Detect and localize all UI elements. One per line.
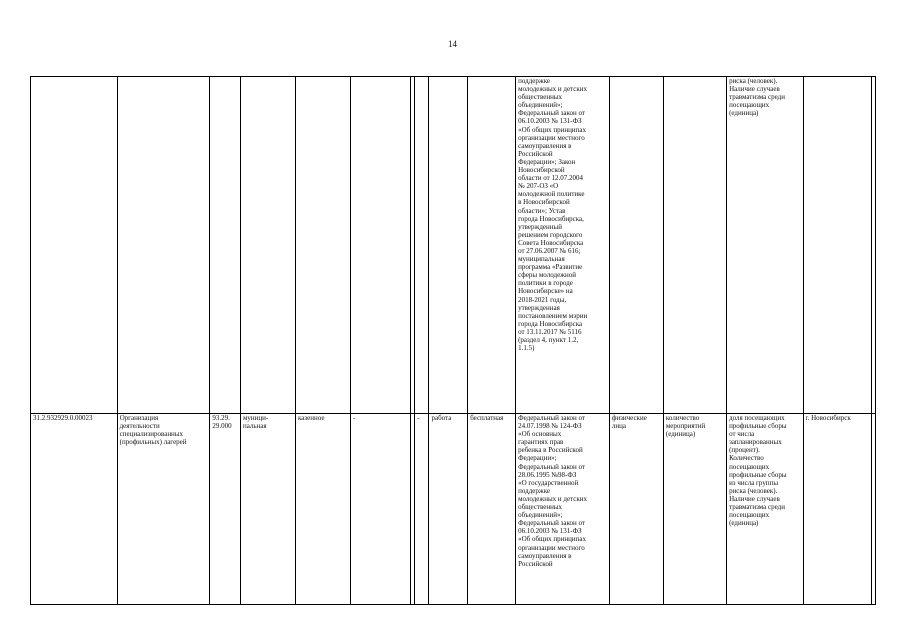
cell-payment [468,77,516,414]
cell-col6: - [351,414,411,605]
services-table-wrapper [30,76,876,604]
cell-location [803,77,871,414]
cell-location: г. Новосибирск [803,414,871,605]
cell-consumers: физические лица [609,414,663,605]
cell-category [240,77,295,414]
cell-service-name [117,77,210,414]
table-row [31,77,876,414]
cell-col8: - [415,414,429,605]
cell-quality-indicator: доля посещающих профильные сборы от числа запланированных (процент). Количество посещающих профильные сборы из числа группы риска (человек). Наличие случаев травматизма среди посещающих (единица) [727,414,803,605]
cell-kind: работа [429,414,468,605]
cell-okved: 93.29. 29.000 [210,414,241,605]
cell-institution-type [295,77,350,414]
cell-legal-basis: поддержке молодежных и детских общественных объединений»; Федеральный закон от 06.10.2003 № 131-ФЗ «Об общих принципах организации местного самоуправления в Российской Федерации»; Закон Новосибирской области от 12.07.2004 № 207-ОЗ «О молодежной политике в Новосибирской области»; Устав города Новосибирска, утвержденный решением городского Совета Новосибирска от 27.06.2007 № 616; муниципальная программа «Развитие сферы молодежной политики в городе Новосибирске» на 2018-2021 годы, утвержденная постановлением мэрии города Новосибирска от 13.11.2017 № 5116 (раздел 4, пункт 1.2, 1.1.5) [516,77,610,414]
table-row [31,414,876,605]
cell-quality-indicator: риска (человек). Наличие случаев травматизма среди посещающих (единица) [727,77,803,414]
cell-col6 [351,77,411,414]
cell-kind [429,77,468,414]
cell-col8 [415,77,429,414]
cell-col16 [871,77,875,414]
cell-payment: бесплатная [468,414,516,605]
cell-service-code: 31.2.932929.0.00023 [31,414,118,605]
cell-col16 [871,414,875,605]
services-table [30,76,876,605]
cell-legal-basis: Федеральный закон от 24.07.1998 № 124-ФЗ «Об основных гарантиях прав ребенка в Российской Федерации»; Федеральный закон от 28.06.1995 №98-ФЗ «О государственной поддержке молодежных и детских общественных объединений»; Федеральный закон от 06.10.2003 № 131-ФЗ «Об общих принципах организации местного самоуправления в Российской [516,414,610,605]
cell-service-name: Организация деятельности специализированных (профильных) лагерей [117,414,210,605]
cell-okved [210,77,241,414]
page-number: 14 [448,39,457,49]
cell-volume-indicator [663,77,726,414]
cell-consumers [609,77,663,414]
cell-category: муници- пальная [240,414,295,605]
cell-volume-indicator: количество мероприятий (единица) [663,414,726,605]
cell-service-code [31,77,118,414]
cell-institution-type: казенное [295,414,350,605]
